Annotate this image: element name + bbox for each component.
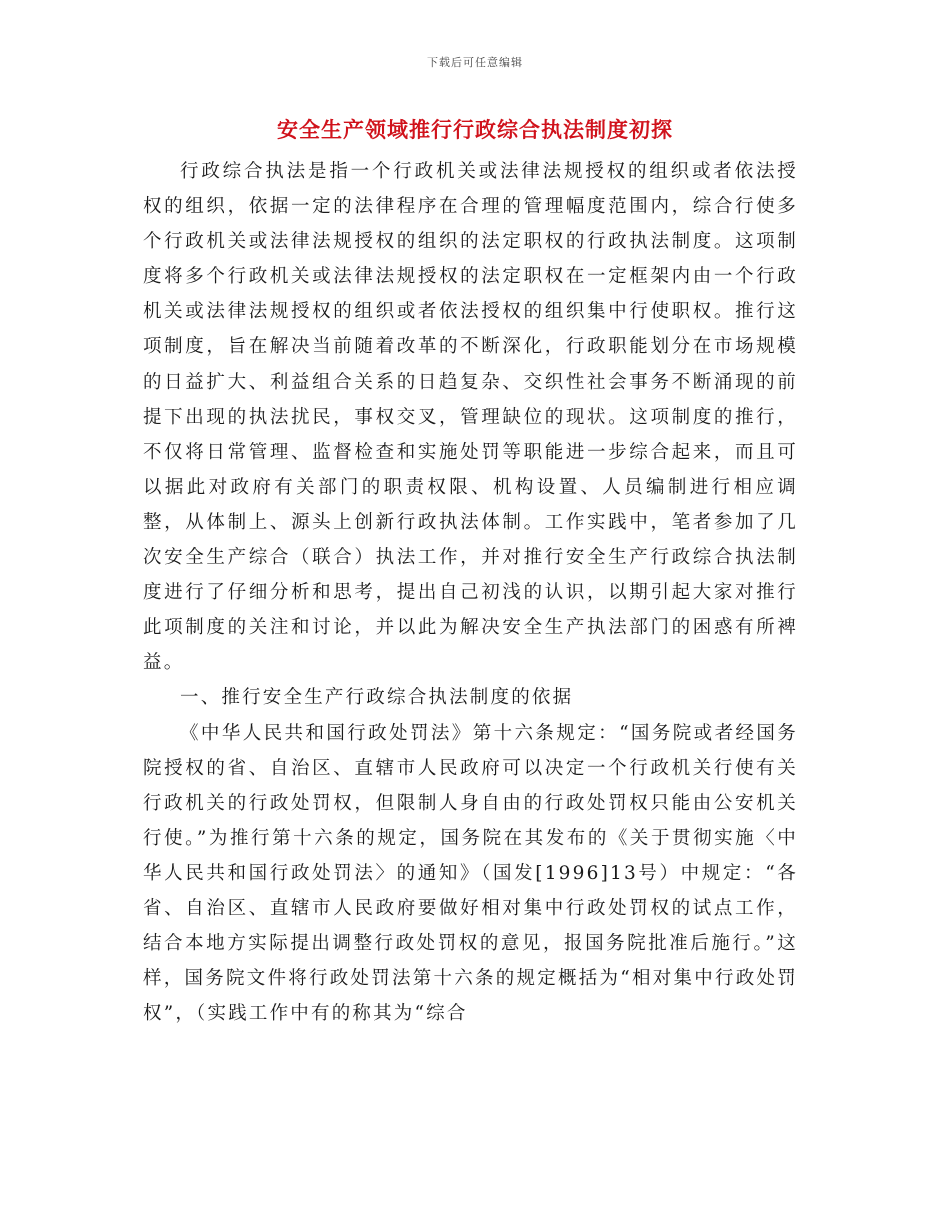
document-title: 安全生产领域推行行政综合执法制度初探 (277, 117, 673, 142)
paragraph-intro: 行政综合执法是指一个行政机关或法律法规授权的组织或者依法授权的组织，依据一定的法律程序在合理的管理幅度范围内，综合行使多个行政机关或法律法规授权的组织的法定职权的行政执法制度。这项制度将多个行政机关或法律法规授权的法定职权在一定框架内由一个行政机关或法律法规授权的组织或者依法授权的组织集中行使职权。推行这项制度，旨在解决当前随着改革的不断深化，行政职能划分在市场规模的日益扩大、利益组合关系的日趋复杂、交织性社会事务不断涌现的前提下出现的执法扰民，事权交叉，管理缺位的现状。这项制度的推行，不仅将日常管理、监督检查和实施处罚等职能进一步综合起来，而且可以据此对政府有关部门的职责权限、机构设置、人员编制进行相应调整，从体制上、源头上创新行政执法体制。工作实践中，笔者参加了几次安全生产综合（联合）执法工作，并对推行安全生产行政综合执法制度进行了仔细分析和思考，提出自己初浅的认识，以期引起大家对推行此项制度的关注和讨论，并以此为解决安全生产执法部门的困惑有所裨益。 (143, 161, 798, 674)
document-body (143, 154, 798, 1031)
section-heading-1: 一、推行安全生产行政综合执法制度的依据 (180, 687, 574, 709)
header-note: 下载后可任意编辑 (427, 56, 523, 69)
paragraph-legal-basis: 《中华人民共和国行政处罚法》第十六条规定：“国务院或者经国务院授权的省、自治区、直辖市人民政府可以决定一个行政机关行使有关行政机关的行政处罚权，但限制人身自由的行政处罚权只能由公安机关行使。”为推行第十六条的规定，国务院在其发布的《关于贯彻实施〈中华人民共和国行政处罚法〉的通知》（国发[1996]13号）中规定：“各省、自治区、直辖市人民政府要做好相对集中行政处罚权的试点工作，结合本地方实际提出调整行政处罚权的意见，报国务院批准后施行。”这样，国务院文件将行政处罚法第十六条的规定概括为“相对集中行政处罚权”，（实践工作中有的称其为“综合 (143, 722, 798, 1025)
